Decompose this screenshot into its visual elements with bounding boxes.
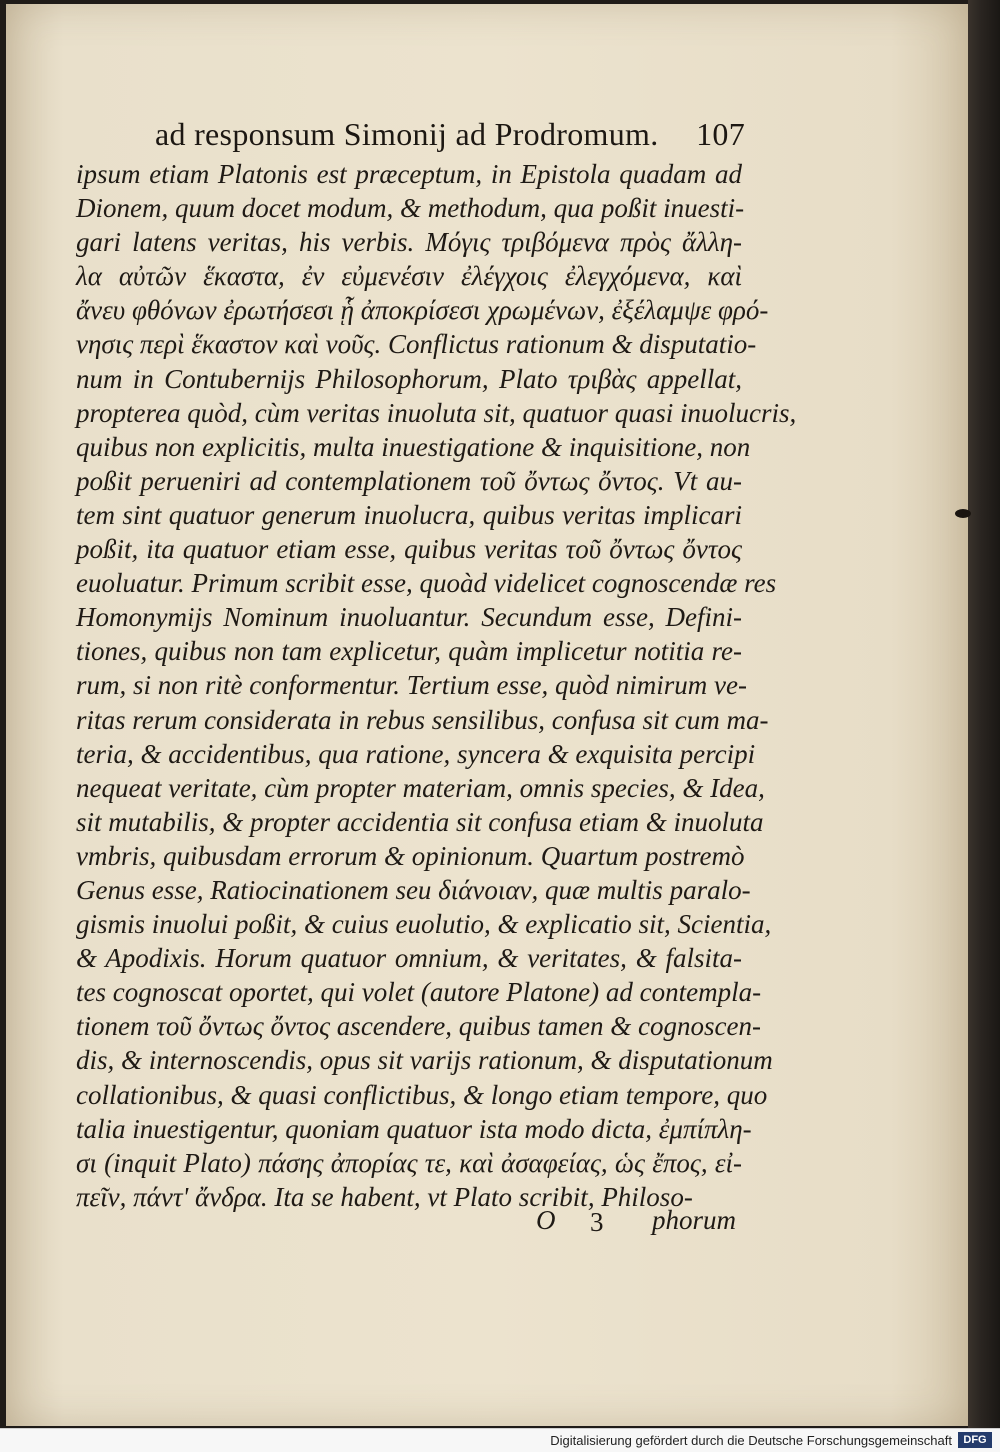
text-line: Genus esse, Ratiocinationem seu διάνοιαν, quæ multis paralo-	[76, 874, 751, 905]
page-number: 107	[696, 116, 745, 152]
text-line: λα αὐτῶν ἕκαστα, ἐν εὐμενέσιν ἐλέγχοις ἐλεγχόμενα, καὶ	[76, 261, 742, 292]
running-head	[155, 114, 745, 158]
text-line: & Apodixis. Horum quatuor omnium, & veritates, & falsita-	[76, 943, 742, 974]
text-line: gismis inuolui poßit, & cuius euolutio, & explicatio sit, Scientia,	[76, 909, 772, 940]
text-line: vmbris, quibusdam errorum & opinionum. Quartum postremò	[76, 840, 745, 871]
text-line: tes cognoscat oportet, qui volet (autore Platone) ad contempla-	[76, 977, 762, 1008]
text-line: rum, si non ritè conformentur. Tertium esse, quòd nimirum ve-	[76, 670, 747, 701]
text-line: πεῖν, πάντ' ἄνδρα. Ita se habent, vt Plato scribit, Philoso-	[76, 1181, 693, 1212]
dfg-logo: DFG	[958, 1432, 992, 1448]
text-line: talia inuestigentur, quoniam quatuor ista modo dicta, ἐμπίπλη-	[76, 1113, 752, 1144]
text-line: tem sint quatuor generum inuolucra, quibus veritas implicari	[76, 499, 742, 530]
page-edge-shadow	[968, 0, 1000, 1428]
running-title: ad responsum Simonij ad Prodromum.	[155, 116, 659, 152]
signature-number: 3	[590, 1207, 604, 1237]
signature-mark: O	[536, 1205, 556, 1235]
text-line: ipsum etiam Platonis est præceptum, in Epistola quadam ad	[76, 159, 742, 189]
text-line: ἄνευ φθόνων ἐρωτήσεσι ᾗ ἀποκρίσεσι χρωμένων, ἐξέλαμψε φρό-	[76, 295, 769, 326]
text-line: Dionem, quum docet modum, & methodum, qua poßit inuesti-	[76, 193, 745, 224]
page-footer	[536, 1205, 766, 1241]
text-line: gari latens veritas, his verbis. Μόγις τριβόμενα πρὸς ἄλλη-	[76, 227, 742, 258]
text-line: ritas rerum considerata in rebus sensilibus, confusa sit cum ma-	[76, 704, 769, 735]
catchword: phorum	[652, 1205, 737, 1235]
text-line: poßit perueniri ad contemplationem τοῦ ὄντως ὄντος. Vt au-	[76, 465, 742, 496]
attribution-bar	[0, 1428, 1000, 1452]
text-line: dis, & internoscendis, opus sit varijs rationum, & disputationum	[76, 1045, 773, 1076]
text-line: quibus non explicitis, multa inuestigatione & inquisitione, non	[76, 431, 751, 462]
ink-blot-mark	[955, 509, 971, 518]
text-line: νησις περὶ ἕκαστον καὶ νοῦς. Conflictus rationum & disputatio-	[76, 329, 757, 360]
text-line: collationibus, & quasi conflictibus, & longo etiam tempore, quo	[76, 1079, 768, 1110]
body-text	[76, 157, 797, 1214]
text-line: Homonymijs Nominum inuoluantur. Secundum esse, Defini-	[76, 602, 742, 633]
text-line: nequeat veritate, cùm propter materiam, omnis species, & Idea,	[76, 772, 765, 803]
text-line: propterea quòd, cùm veritas inuoluta sit, quatuor quasi inuolucris,	[76, 397, 797, 428]
text-line: euoluatur. Primum scribit esse, quoàd videlicet cognoscendæ res	[76, 568, 777, 599]
text-line: tionem τοῦ ὄντως ὄντος ascendere, quibus tamen & cognoscen-	[76, 1011, 761, 1042]
attribution-text: Digitalisierung gefördert durch die Deutsche Forschungsgemeinschaft	[550, 1433, 952, 1448]
text-line: poßit, ita quatuor etiam esse, quibus veritas τοῦ ὄντως ὄντος	[76, 534, 742, 565]
text-line: num in Contubernijs Philosophorum, Plato τριβὰς appellat,	[76, 363, 742, 394]
text-line: tiones, quibus non tam explicetur, quàm implicetur notitia re-	[76, 636, 742, 667]
text-line: teria, & accidentibus, qua ratione, syncera & exquisita percipi	[76, 738, 756, 769]
text-line: σι (inquit Plato) πάσης ἀπορίας τε, καὶ ἀσαφείας, ὡς ἔπος, εἰ-	[76, 1147, 742, 1178]
text-line: sit mutabilis, & propter accidentia sit confusa etiam & inuoluta	[76, 806, 764, 837]
